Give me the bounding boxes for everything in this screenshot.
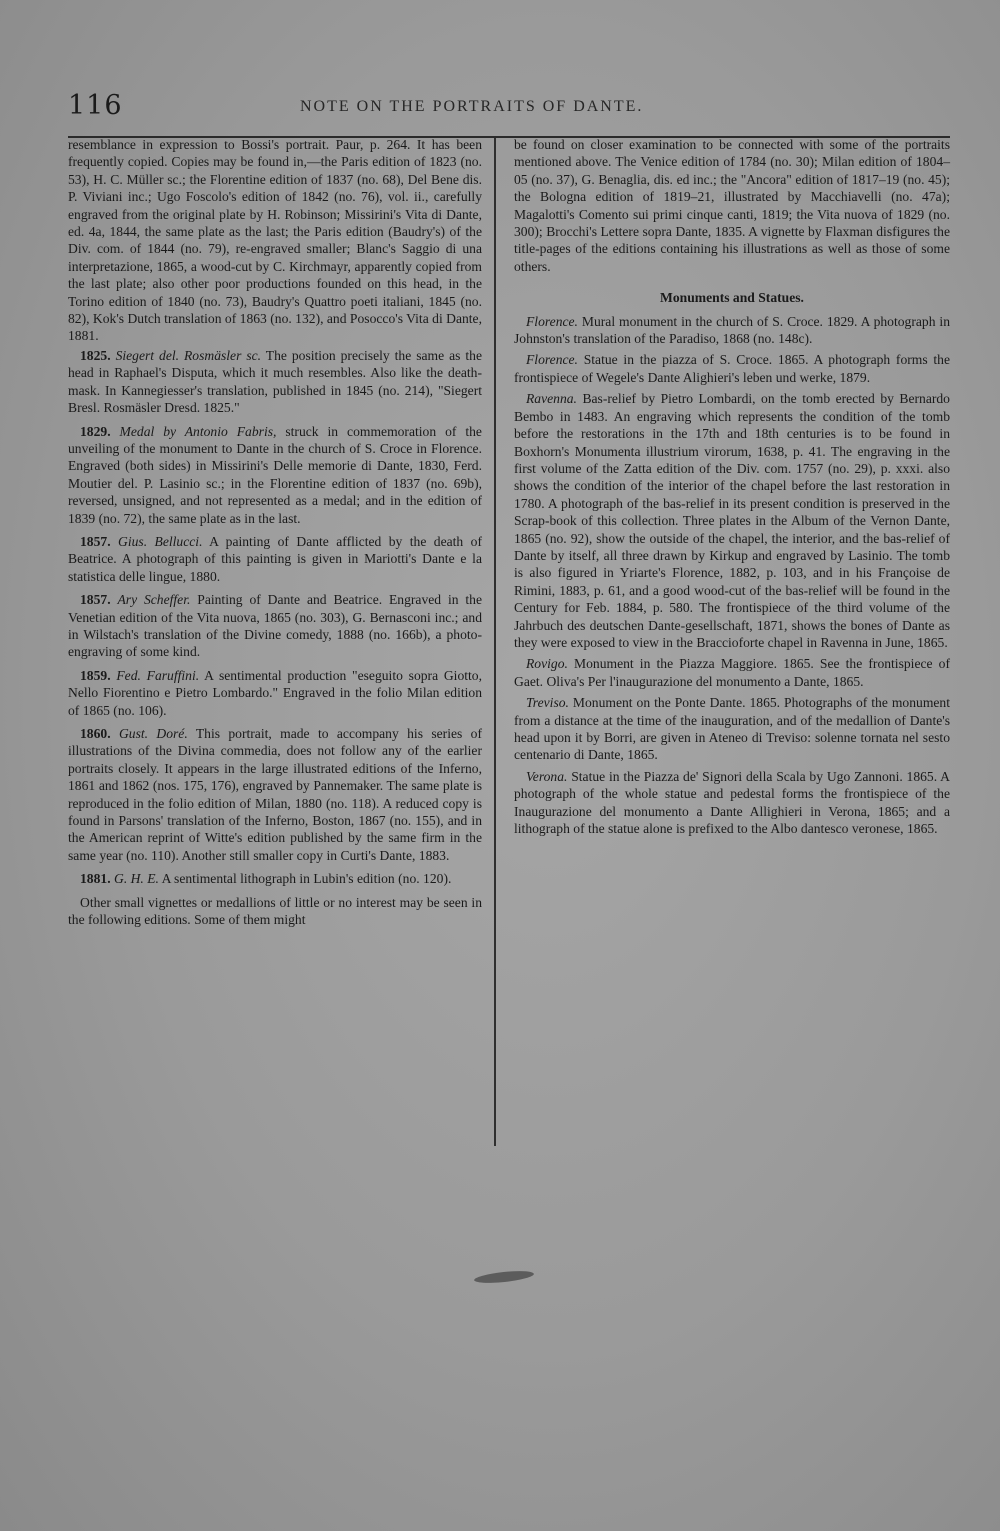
entry-artist: Gust. Doré. [118,726,188,741]
monument-entry [514,655,950,690]
entry-text: A sentimental lithograph in Lubin's edition (no. 120). [161,871,452,887]
entry-artist: Fed. Faruffini. [116,667,200,683]
entry-text: This portrait, made to accompany his series of illustrations of the Divina commedia, does not follow any of the earlier portraits closely. It appears in the large illustrated editions of the Inferno, 1861 and 1862 (nos. 175, 176), engraved by Pannemaker. The same plate is reproduced in the folio edition of Milan, 1880 (no. 118). A reduced copy is found in Parsons' translation of the Inferno, Boston, 1867 (no. 155), and in the American reprint of Witte's edition published by the same firm in the same year (no. 110). Another still smaller copy in Curti's Dante, 1883. [68,726,482,863]
monument-text: Monument in the Piazza Maggiore. 1865. See the frontispiece of Gaet. Oliva's Per l'inaugurazione del monumento a Dante, 1865. [514,656,950,689]
entry-text: The position precisely the same as the head in Raphael's Disputa, which it much resembles. Also like the death-mask. In Kannegiesser's translation, published in 1845 (no. 214), "Siegert Bresl. Rosmäsler Dresd. 1825." [68,347,482,416]
portrait-entry [68,423,482,527]
entry-artist: G. H. E. [114,871,159,887]
entry-artist: Ary Scheffer. [117,592,191,608]
portrait-entry [68,870,482,887]
portrait-entry [68,591,482,661]
monument-text: Statue in the Piazza de' Signori della Scala by Ugo Zannoni. 1865. A photograph of the whole statue and pedestal forms the frontispiece of the Inaugurazione del monumento a Dante Allighieri in Verona, 1865; and a lithograph of the statue alone is prefixed to the Albo dantesco veronese, 1865. [514,768,950,837]
portrait-entry [68,533,482,585]
entry-text: Painting of Dante and Beatrice. Engraved in the Venetian edition of the Vita nuova, 1865 (no. 303), G. Bernasconi inc.; and in Wilstach's translation of the Divine comedy, 1888 (no. 166b), a photo-engraving of some kind. [68,592,482,660]
monument-place: Ravenna. [526,391,577,407]
portrait-entry [68,725,482,864]
monument-entry [514,694,950,764]
entry-year: 1857. [80,592,111,608]
monument-entry [514,313,950,348]
left-outro-paragraph: Other small vignettes or medallions of little or no interest may be seen in the following editions. Some of them might [68,894,482,928]
entry-year: 1825. [80,347,111,363]
entry-year: 1857. [80,533,111,549]
portrait-entry [68,347,482,417]
running-head: NOTE ON THE PORTRAITS OF DANTE. [300,98,644,115]
entry-year: 1881. [80,871,111,887]
entry-text: struck in commemoration of the unveiling of the monument to Dante in the church of S. Croce in Florence. Engraved (both sides) in Missirini's Delle memorie di Dante, 1830, Ferd. Moutier del. P. Lasinio sc.; in the Florentine edition of 1837 (no. 69b), reversed, unsigned, and not represented as a medal; and in the edition of 1839 (no. 72), the same plate as in the last. [68,423,482,526]
monument-entry [514,351,950,386]
right-intro-paragraph: be found on closer examination to be connected with some of the portraits mentioned above. The Venice edition of 1784 (no. 30); Milan edition of 1804–05 (no. 37), G. Benaglia, dis. ed inc.; the "Ancora" edition of 1817–19 (no. 45); the Bologna edition of 1819–21, illustrated by Macchiavelli (no. 47a); Magalotti's Comento sui primi cinque canti, 1819; the Vita nuova of 1829 (no. 300); Brocchi's Lettere sopra Dante, 1835. A vignette by Flaxman disfigures the title-pages of the editions containing his illustrations as well as those of some others. [514,137,950,274]
entry-artist: Siegert del. Rosmäsler sc. [115,347,262,363]
entry-text: A painting of Dante afflicted by the death of Beatrice. A photograph of this painting is given in Mariotti's Dante e la statistica delle lingue, 1880. [68,533,482,584]
page-header [68,88,950,128]
portrait-entry [68,667,482,719]
right-column [514,136,950,841]
monument-text: Bas-relief by Pietro Lombardi, on the tomb erected by Bernardo Bembo in 1483. An engraving which represents the condition of the tomb before the restorations in the 17th and 18th centuries is to be found in Boxhorn's Monumenta illustrium virorum, 1638, p. 41. The engraving in the first volume of the Zatta edition of the Div. com. 1757 (no. 29), p. xxxi. also shows the condition of the interior of the chapel before the last restoration in 1780. A photograph of the bas-relief in its present condition is preserved in the Scrap-book of this collection. Three plates in the Album of the Vernon Dante, 1865 (no. 92), show the outside of the chapel, the interior, and the bas-relief of Dante by itself, all three drawn by Kirkup and engraved by Lasinio. The tomb is also figured in Yriarte's Florence, 1882, p. 103, and in his Françoise de Rimini, 1883, p. 61, and a good wood-cut of the bas-relief will be found in the Century for Feb. 1884, p. 580. The frontispiece of the third volume of the Jahrbuch des deutschen Dante-gesellschaft, 1871, shows the bones of Dante as they were exposed to view in the Braccioforte chapel in Ravenna in June, 1865. [514,391,950,650]
entry-artist: Gius. Bellucci. [118,533,203,549]
monument-place: Rovigo. [526,656,568,672]
monument-text: Monument on the Ponte Dante. 1865. Photographs of the monument from a distance at the time of the inauguration, and of the medallion of Dante's head upon it by Borri, are given in Ateneo di Treviso: solenne tornata nel sesto centenario di Dante, 1865. [514,695,950,763]
entry-artist: Medal by Antonio Fabris, [119,423,277,439]
column-divider [494,138,496,1146]
monument-place: Florence. [526,313,578,329]
ink-smudge [474,1269,535,1285]
left-intro-paragraph: resemblance in expression to Bossi's portrait. Paur, p. 264. It has been frequently copied. Copies may be found in,—the Paris edition of 1823 (no. 53), H. C. Müller sc.; the Florentine edition of 1837 (no. 68), Del Bene dis. P. Viviani inc.; Ugo Foscolo's edition of 1842 (no. 76), vol. ii., carefully engraved from the original plate by H. Robinson; Missirini's Vita di Dante, ed. 4a, 1844, the same plate as the last; the Paris edition (Baudry's) of the Div. com. of 1844 (no. 79), re-engraved smaller; Blanc's Saggio di una interpretazione, 1865, a wood-cut by C. Kirchmayr, apparently copied from the last plate; also other poor productions founded on this head, in the Torino edition of 1840 (no. 73), Baudry's Quattro poeti italiani, 1845 (no. 82), Kok's Dutch translation of 1863 (no. 132), and Posocco's Vita di Dante, 1881. [68,137,482,344]
monument-place: Treviso. [526,695,569,711]
entry-year: 1859. [80,667,111,683]
entry-year: 1860. [80,726,111,741]
monument-place: Florence. [526,352,578,368]
left-column [68,136,482,934]
entry-text: A sentimental production "eseguito sopra Giotto, Nello Fiorentino e Pietro Lombardo." Engraved in the folio Milan edition of 1865 (no. 106). [68,667,482,718]
monument-text: Statue in the piazza of S. Croce. 1865. A photograph forms the frontispiece of Wegele's Dante Alighieri's leben und werke, 1879. [514,352,950,385]
section-heading: Monuments and Statues. [660,290,804,306]
monument-entry [514,390,950,651]
entry-year: 1829. [80,423,111,439]
monument-entry [514,768,950,838]
monument-place: Verona. [526,768,568,784]
monument-text: Mural monument in the church of S. Croce. 1829. A photograph in Johnston's translation of the Paradiso, 1868 (no. 148c). [514,313,950,347]
page-number: 116 [68,90,123,121]
